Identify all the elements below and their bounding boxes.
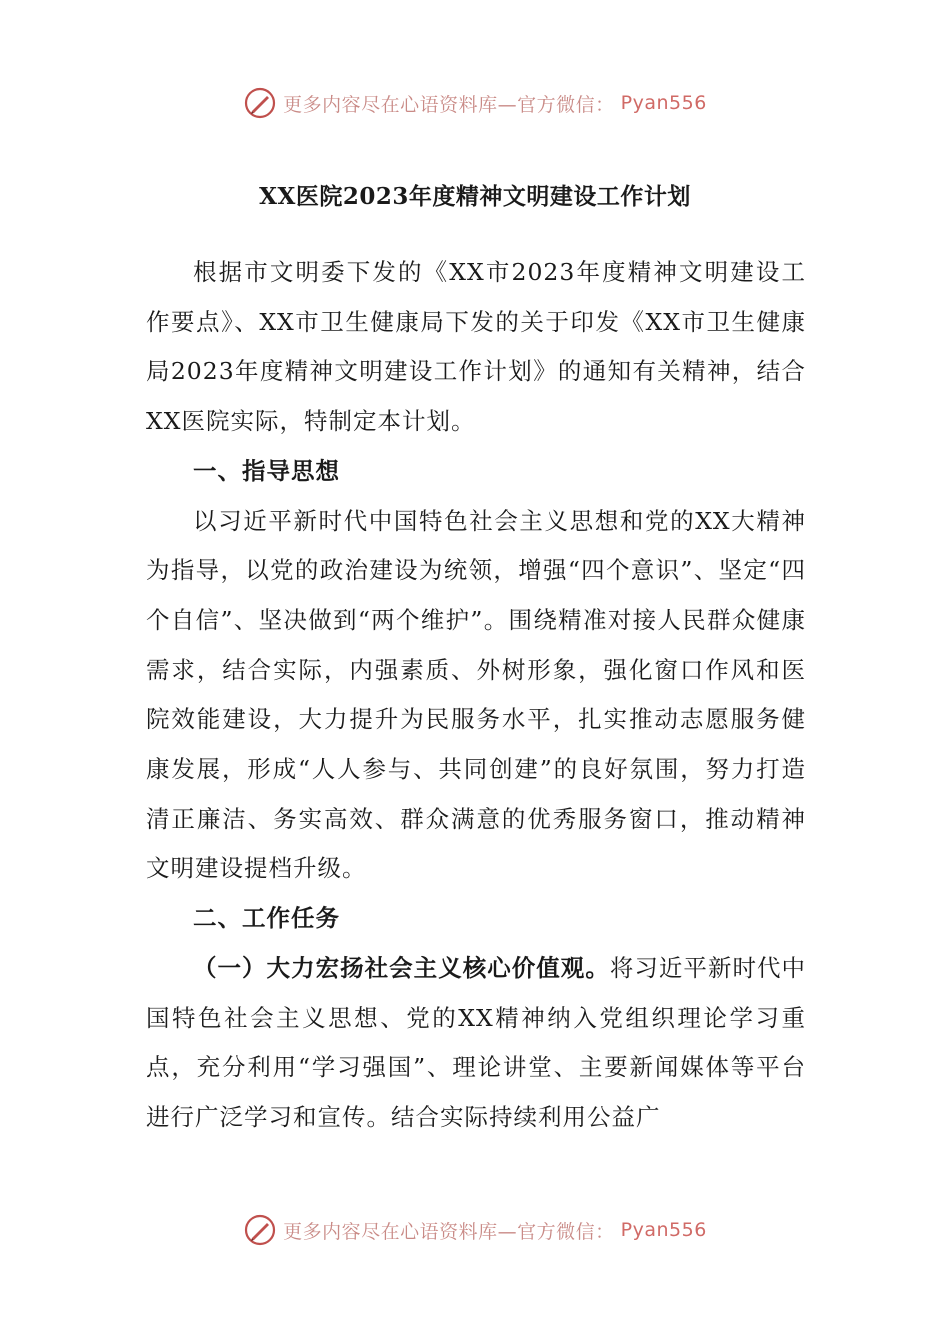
pen-logo-icon: [243, 1213, 277, 1247]
work-task-item-1-lead: （一）大力宏扬社会主义核心价值观。: [193, 953, 610, 982]
watermark-handle: Pyan556: [620, 1219, 707, 1241]
watermark-text: 更多内容尽在心语资料库—官方微信：: [283, 93, 615, 116]
guiding-ideology-paragraph: 以习近平新时代中国特色社会主义思想和党的XX大精神为指导，以党的政治建设为统领，增强“四个意识”、坚定“四个自信”、坚决做到“两个维护”。围绕精准对接人民群众健康需求，结合实际，内强素质、外树形象，强化窗口作风和医院效能建设，大力提升为民服务水平，扎实推动志愿服务健康发展，形成“人人参与、共同创建”的良好氛围，努力打造清正廉洁、务实高效、群众满意的优秀服务窗口，推动精神文明建设提档升级。: [146, 506, 806, 883]
watermark-banner-bottom: [0, 1213, 950, 1247]
intro-paragraph: 根据市文明委下发的《XX市2023年度精神文明建设工作要点》、XX市卫生健康局下发的关于印发《XX市卫生健康局2023年度精神文明建设工作计划》的通知有关精神，结合XX医院实际，特制定本计划。: [146, 258, 806, 436]
section-heading-work-tasks: 二、工作任务: [193, 904, 340, 933]
document-body: [146, 248, 806, 1143]
work-task-item-1: [146, 944, 806, 1143]
section-heading-guiding-ideology: 一、指导思想: [193, 456, 340, 485]
work-task-item-1-body: 将习近平新时代中国特色社会主义思想、党的XX精神纳入党组织理论学习重点，充分利用“学习强国”、理论讲堂、主要新闻媒体等平台进行广泛学习和宣传。结合实际持续利用公益广: [146, 953, 807, 1131]
watermark-text: 更多内容尽在心语资料库—官方微信：: [283, 1220, 615, 1243]
document-title: XX医院2023年度精神文明建设工作计划: [259, 183, 691, 210]
watermark-banner-top: [0, 86, 950, 120]
watermark-handle: Pyan556: [620, 92, 707, 114]
pen-logo-icon: [243, 86, 277, 120]
